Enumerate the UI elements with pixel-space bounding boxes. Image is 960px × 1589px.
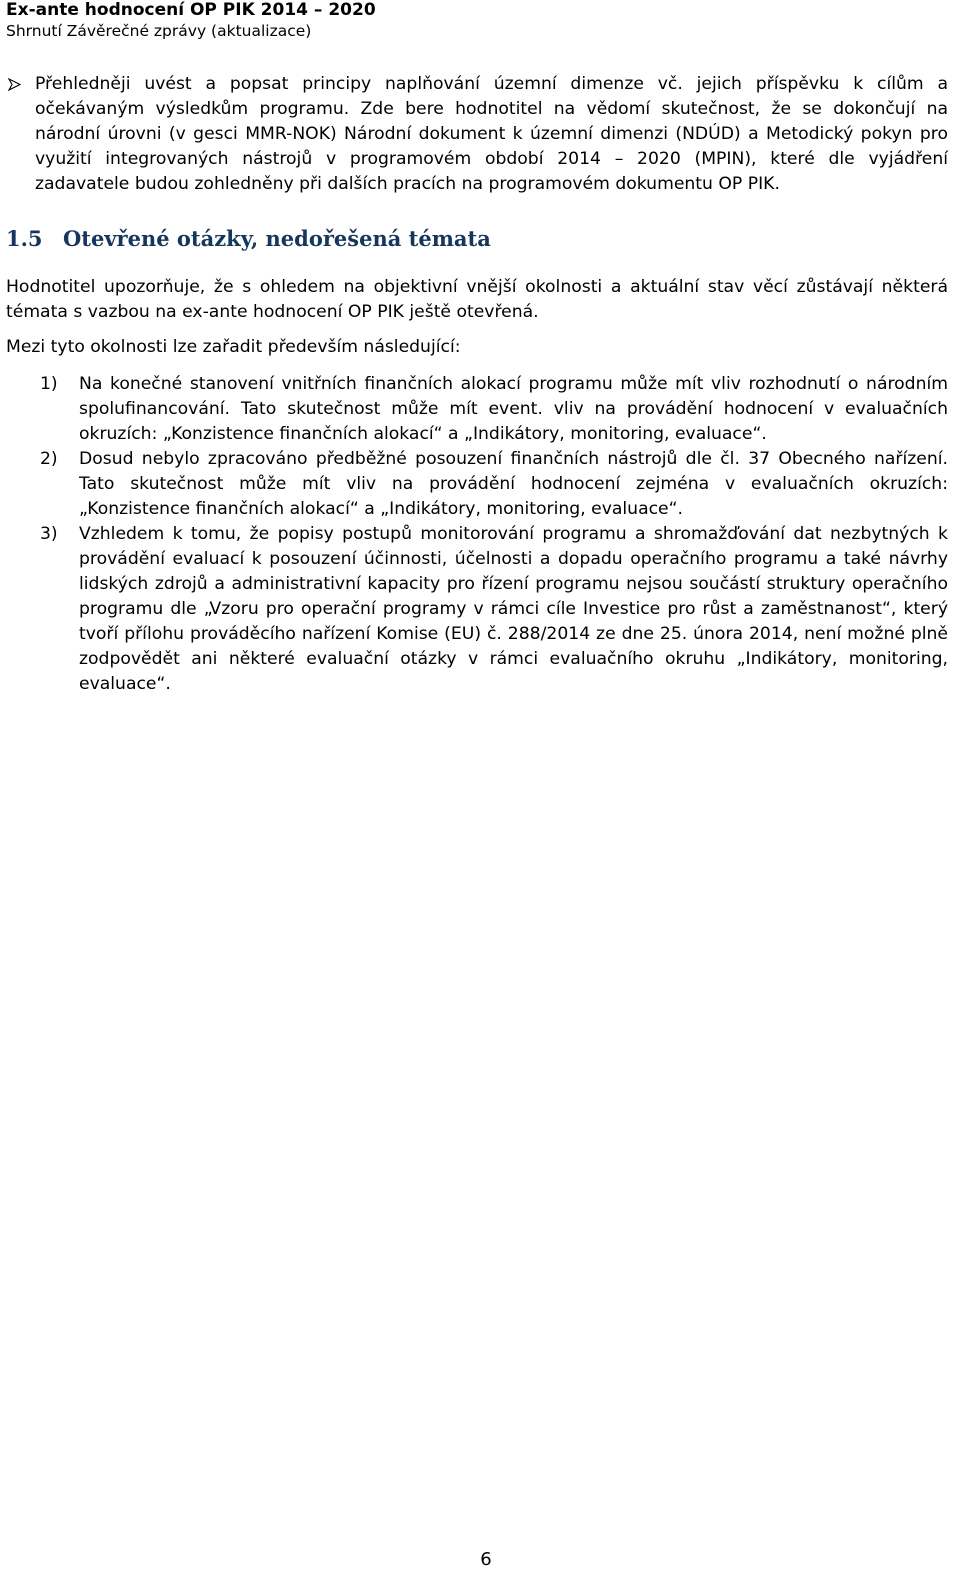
list-item-text: Vzhledem k tomu, že popisy postupů monitorování programu a shromažďování dat nezbytných k provádění evaluací k posouzení účinnosti, účelnosti a dopadu operačního programu a také návrhy lidských zdrojů a administrativní kapacity pro řízení programu nejsou součástí struktury operačního programu dle „Vzoru pro operační programy v rámci cíle Investice pro růst a zaměstnanost“, který tvoří přílohu prováděcího nařízení Komise (EU) č. 288/2014 ze dne 25. února 2014, není možné plně zodpovědět ani některé evaluační otázky v rámci evaluačního okruhu „Indikátory, monitoring, evaluace“. (79, 524, 948, 694)
document-body (6, 72, 948, 697)
list-item-text: Dosud nebylo zpracováno předběžné posouzení finančních nástrojů dle čl. 37 Obecného nařízení. Tato skutečnost může mít vliv na provádění hodnocení zejména v evaluačních okruzích: „Konzistence finančních alokací“ a „Indikátory, monitoring, evaluace“. (79, 449, 948, 519)
list-item-number: 1) (40, 374, 58, 394)
paragraph: Mezi tyto okolnosti lze zařadit především následující: (6, 337, 461, 357)
arrowhead-bullet-icon (6, 72, 35, 97)
list-item-text: Na konečné stanovení vnitřních finančních alokací programu může mít vliv rozhodnutí o národním spolufinancování. Tato skutečnost může mít event. vliv na provádění hodnocení v evaluačních okruzích: „Konzistence finančních alokací“ a „Indikátory, monitoring, evaluace“. (79, 374, 948, 444)
page-header (6, 0, 946, 41)
section-number: 1.5 (6, 226, 43, 251)
document-subtitle: Shrnutí Závěrečné zprávy (aktualizace) (6, 22, 312, 40)
paragraph: Hodnotitel upozorňuje, že s ohledem na objektivní vnější okolnosti a aktuální stav věcí zůstávají některá témata s vazbou na ex-ante hodnocení OP PIK ještě otevřená. (6, 277, 948, 322)
section-title: Otevřené otázky, nedořešená témata (63, 226, 491, 251)
numbered-list (6, 372, 948, 697)
section-heading (6, 224, 948, 254)
document-title: Ex-ante hodnocení OP PIK 2014 – 2020 (6, 0, 376, 20)
list-item (6, 372, 948, 447)
list-item-number: 3) (40, 524, 58, 544)
bullet-text: Přehledněji uvést a popsat principy naplňování územní dimenze vč. jejich příspěvku k cílům a očekávaným výsledkům programu. Zde bere hodnotitel na vědomí skutečnost, že se dokončují na národní úrovni (v gesci MMR-NOK) Národní dokument k územní dimenzi (NDÚD) a Metodický pokyn pro využití integrovaných nástrojů v programovém období 2014 – 2020 (MPIN), které dle vyjádření zadavatele budou zohledněny při dalších pracích na programovém dokumentu OP PIK. (35, 74, 948, 194)
bullet-item (6, 72, 948, 197)
list-item-number: 2) (40, 449, 58, 469)
list-item (6, 447, 948, 522)
list-item (6, 522, 948, 697)
page-number: 6 (480, 1549, 492, 1570)
